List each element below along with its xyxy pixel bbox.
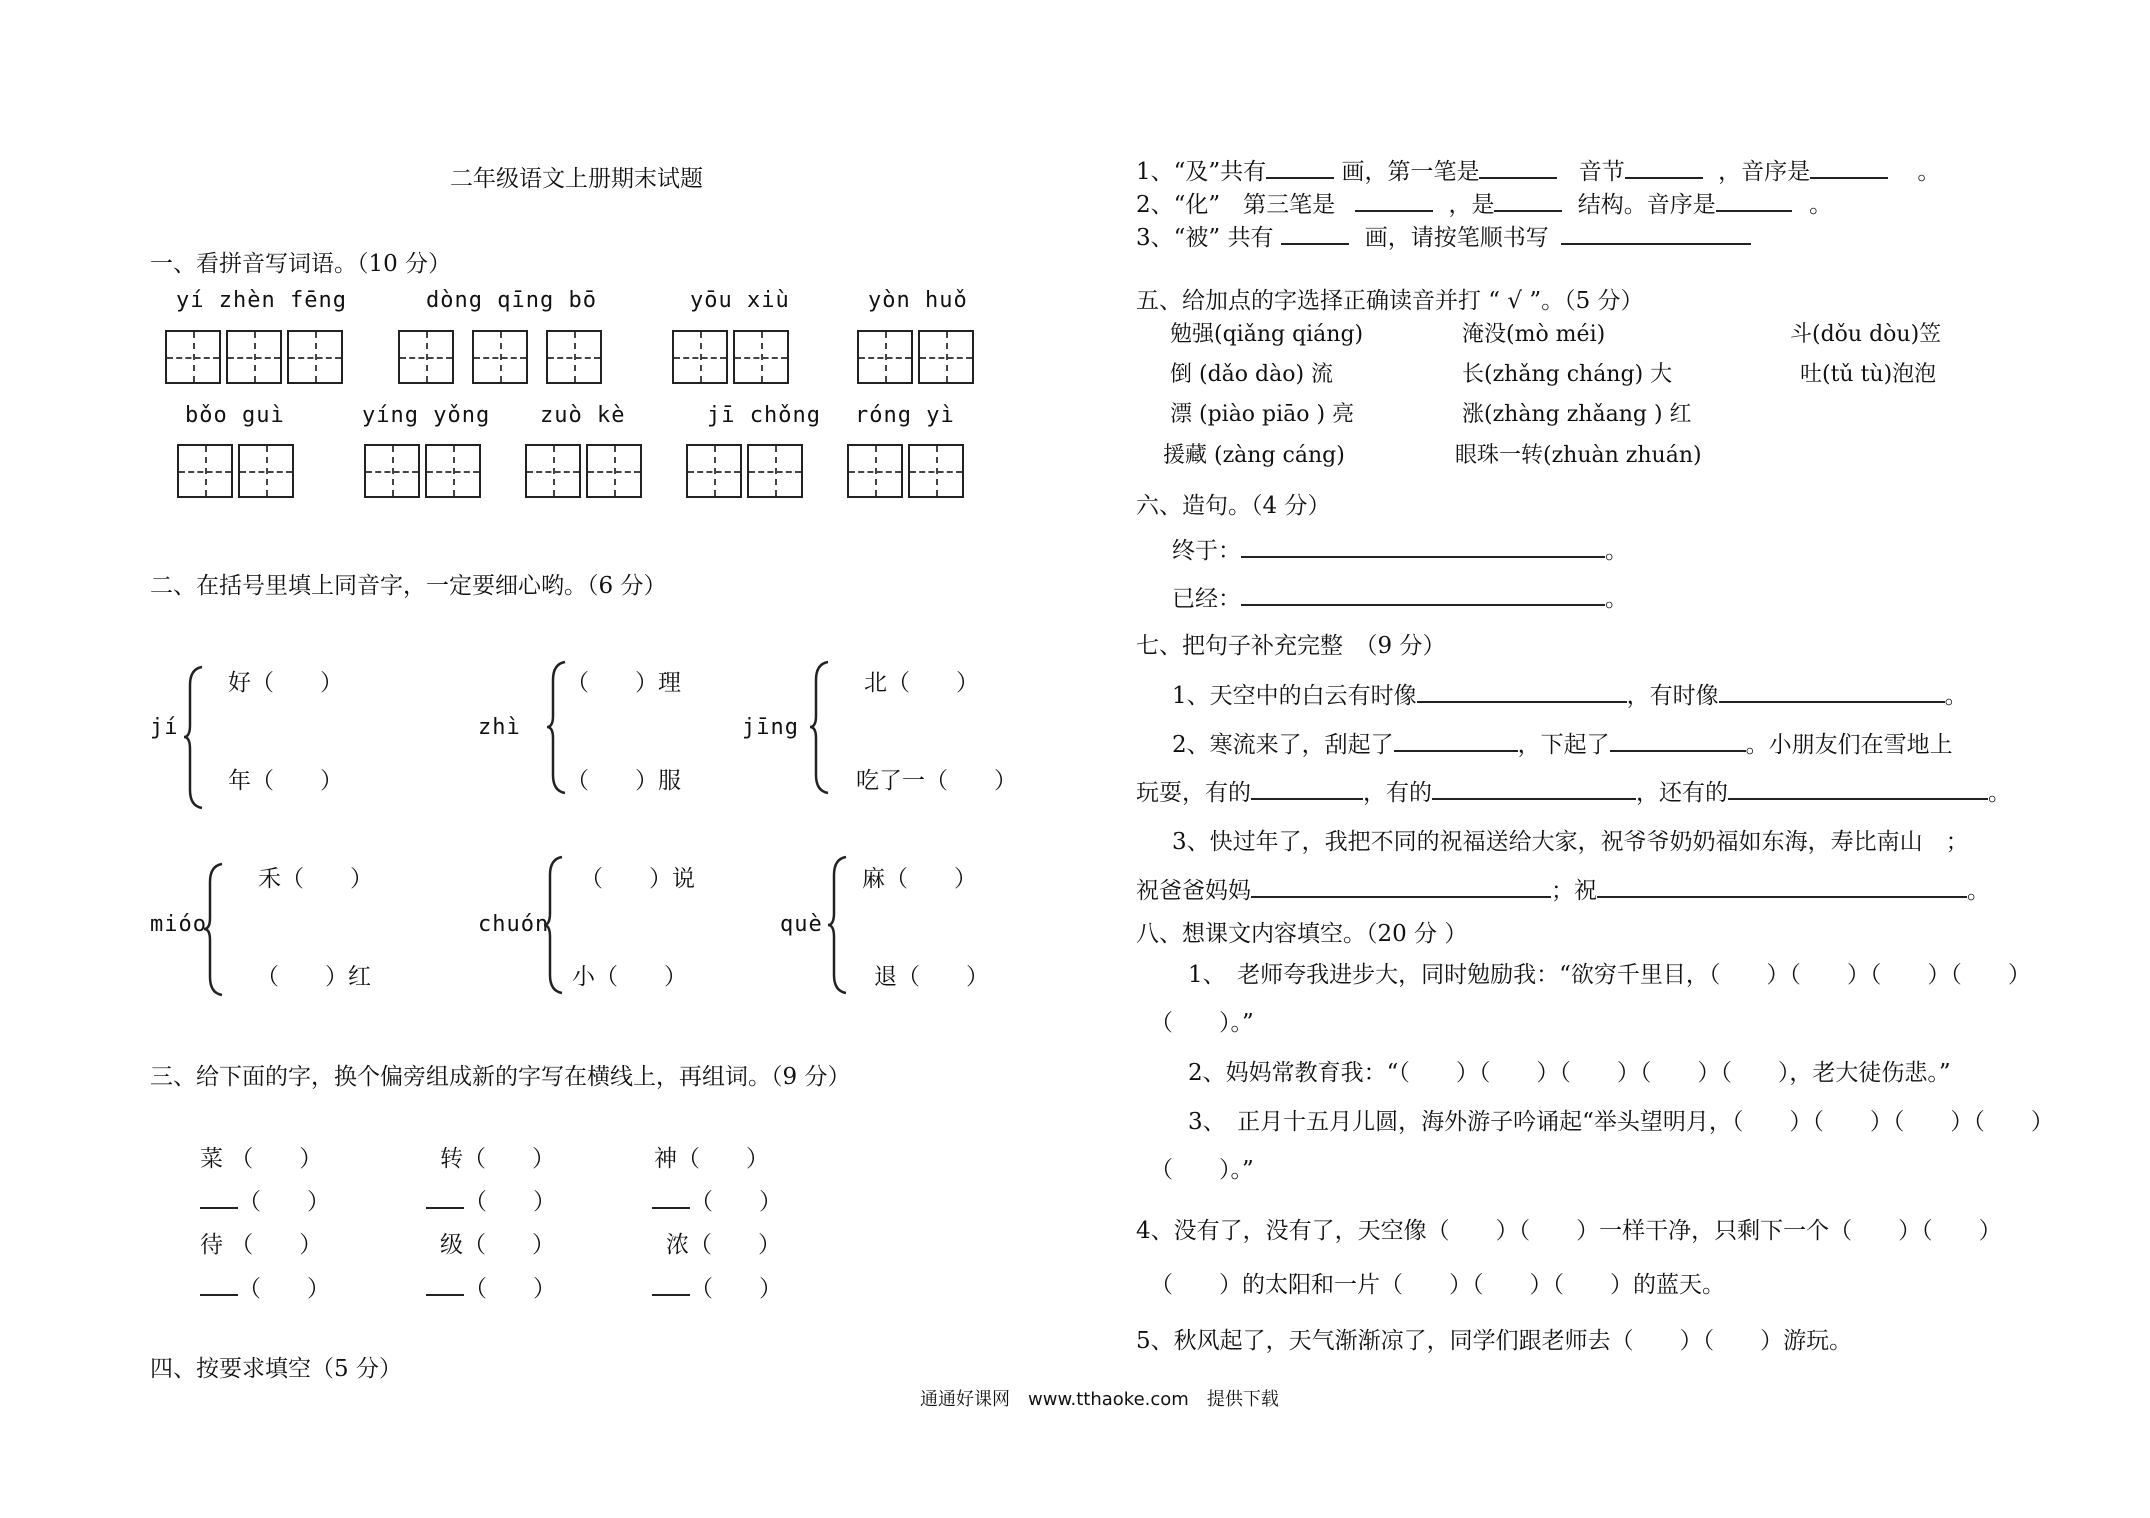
blank-item: （ ） bbox=[200, 1183, 330, 1216]
writing-box[interactable] bbox=[733, 330, 789, 384]
group-bottom: （ ）红 bbox=[256, 964, 371, 990]
blank-item: （ ） bbox=[200, 1270, 330, 1303]
writing-box[interactable] bbox=[747, 444, 803, 498]
writing-box[interactable] bbox=[546, 330, 602, 384]
answer-line[interactable] bbox=[1719, 679, 1945, 703]
group-bottom: 吃了一（ ） bbox=[856, 768, 1017, 794]
reading-item: 援藏 (zàng cáng) bbox=[1163, 443, 1345, 468]
complete-3b: 祝爸爸妈妈 ；祝 。 bbox=[1136, 872, 1990, 905]
reading-item: 漂 (piào piāo ) 亮 bbox=[1170, 402, 1355, 427]
answer-line[interactable] bbox=[652, 1272, 690, 1296]
group-bottom: 退（ ） bbox=[874, 964, 989, 990]
answer-line[interactable] bbox=[1716, 188, 1792, 212]
writing-box[interactable] bbox=[672, 330, 728, 384]
reading-item: 吐(tǔ tù)泡泡 bbox=[1800, 362, 1937, 387]
recall-1b: （ ）。” bbox=[1150, 1010, 1254, 1036]
reading-item: 长(zhǎng cháng) 大 bbox=[1462, 362, 1673, 387]
writing-box[interactable] bbox=[177, 444, 233, 498]
writing-box[interactable] bbox=[847, 444, 903, 498]
char-item: 菜 （ ） bbox=[200, 1146, 323, 1172]
brace-icon bbox=[182, 665, 206, 810]
writing-box[interactable] bbox=[918, 330, 974, 384]
reading-item: 勉强(qiǎng qiáng) bbox=[1170, 322, 1364, 347]
section-2-heading: 二、在括号里填上同音字，一定要细心哟。（6 分） bbox=[150, 573, 667, 599]
question-4-3: 3、“被” 共有 画，请按笔顺书写 bbox=[1136, 219, 1751, 252]
reading-item: 涨(zhàng zhǎang ) 红 bbox=[1462, 402, 1692, 427]
group-pinyin: mióo bbox=[150, 912, 207, 937]
section-6-heading: 六、造句。（4 分） bbox=[1136, 493, 1331, 519]
group-bottom: （ ）服 bbox=[566, 768, 681, 794]
writing-box[interactable] bbox=[908, 444, 964, 498]
group-top: 禾（ ） bbox=[258, 866, 373, 892]
sentence-2: 已经： 。 bbox=[1172, 580, 1628, 613]
answer-line[interactable] bbox=[200, 1272, 238, 1296]
section-7-heading: 七、把句子补充完整 （9 分） bbox=[1136, 633, 1446, 659]
section-1-heading: 一、看拼音写词语。（10 分） bbox=[150, 251, 452, 277]
group-top: （ ）说 bbox=[580, 866, 695, 892]
writing-box[interactable] bbox=[857, 330, 913, 384]
writing-box[interactable] bbox=[586, 444, 642, 498]
complete-2: 2、寒流来了，刮起了 ，下起了 。小朋友们在雪地上 bbox=[1172, 726, 1953, 759]
char-item: 待 （ ） bbox=[200, 1232, 323, 1258]
question-4-1: 1、“及”共有 画，第一笔是 音节 ，音序是 。 bbox=[1136, 153, 1940, 186]
group-top: （ ）理 bbox=[566, 670, 681, 696]
writing-box[interactable] bbox=[364, 444, 420, 498]
recall-1: 1、 老师夸我进步大，同时勉励我：“欲穷千里目，（ ）（ ）（ ）（ ） bbox=[1188, 962, 2031, 988]
answer-line[interactable] bbox=[1494, 188, 1562, 212]
group-top: 好（ ） bbox=[228, 670, 343, 696]
writing-box[interactable] bbox=[686, 444, 742, 498]
brace-icon bbox=[202, 862, 226, 997]
char-item: 浓（ ） bbox=[666, 1232, 781, 1258]
blank-item: （ ） bbox=[426, 1183, 556, 1216]
recall-2: 2、妈妈常教育我：“（ ）（ ）（ ）（ ）（ ），老大徒伤悲。” bbox=[1188, 1060, 1951, 1086]
answer-line[interactable] bbox=[1479, 155, 1557, 179]
answer-line[interactable] bbox=[1561, 221, 1751, 245]
complete-1: 1、天空中的白云有时像 ，有时像 。 bbox=[1172, 677, 1968, 710]
writing-box[interactable] bbox=[287, 330, 343, 384]
answer-line[interactable] bbox=[200, 1185, 238, 1209]
pinyin-2-3: zuò kè bbox=[540, 403, 626, 428]
section-5-heading: 五、给加点的字选择正确读音并打 “ √ ”。（5 分） bbox=[1136, 288, 1644, 314]
answer-line[interactable] bbox=[1625, 155, 1703, 179]
writing-box[interactable] bbox=[165, 330, 221, 384]
pinyin-1-3: yōu xiù bbox=[690, 288, 790, 313]
group-pinyin: zhì bbox=[478, 715, 521, 740]
section-4-heading: 四、按要求填空（5 分） bbox=[150, 1356, 402, 1382]
pinyin-2-2: yíng yǒng bbox=[362, 403, 491, 428]
answer-line[interactable] bbox=[1355, 188, 1433, 212]
brace-icon bbox=[542, 855, 566, 995]
sentence-1: 终于： 。 bbox=[1172, 532, 1628, 565]
group-bottom: 年（ ） bbox=[228, 768, 343, 794]
writing-box[interactable] bbox=[525, 444, 581, 498]
group-top: 麻（ ） bbox=[862, 866, 977, 892]
recall-5: 5、秋风起了，天气渐渐凉了，同学们跟老师去（ ）（ ）游玩。 bbox=[1136, 1328, 1853, 1354]
char-item: 转（ ） bbox=[440, 1146, 555, 1172]
writing-box[interactable] bbox=[472, 330, 528, 384]
char-item: 神（ ） bbox=[654, 1146, 769, 1172]
pinyin-1-1: yí zhèn fēng bbox=[176, 288, 347, 313]
writing-box[interactable] bbox=[398, 330, 454, 384]
blank-item: （ ） bbox=[426, 1270, 556, 1303]
answer-line[interactable] bbox=[426, 1185, 464, 1209]
footer-credit: 通通好课网 www.tthaoke.com 提供下载 bbox=[920, 1389, 1279, 1410]
answer-line[interactable] bbox=[1251, 874, 1551, 898]
brace-icon bbox=[826, 855, 850, 995]
reading-item: 倒 (dǎo dào) 流 bbox=[1170, 362, 1334, 387]
reading-item: 眼珠一转(zhuàn zhuán) bbox=[1455, 443, 1702, 468]
reading-item: 斗(dǒu dòu)笠 bbox=[1790, 322, 1942, 347]
answer-line[interactable] bbox=[1417, 679, 1627, 703]
pinyin-2-5: róng yì bbox=[855, 403, 955, 428]
answer-line[interactable] bbox=[1266, 155, 1334, 179]
answer-line[interactable] bbox=[1610, 728, 1746, 752]
answer-line[interactable] bbox=[1394, 728, 1518, 752]
answer-line[interactable] bbox=[1597, 874, 1967, 898]
group-pinyin: jīng bbox=[742, 715, 799, 740]
pinyin-1-2: dòng qīng bō bbox=[426, 288, 597, 313]
answer-line[interactable] bbox=[1251, 776, 1363, 800]
answer-line[interactable] bbox=[1241, 582, 1605, 606]
recall-3b: （ ）。” bbox=[1150, 1157, 1254, 1183]
char-item: 级（ ） bbox=[440, 1232, 555, 1258]
blank-item: （ ） bbox=[652, 1270, 782, 1303]
recall-4: 4、没有了，没有了，天空像（ ）（ ）一样干净，只剩下一个（ ）（ ） bbox=[1136, 1218, 2002, 1244]
answer-line[interactable] bbox=[1281, 221, 1349, 245]
writing-box[interactable] bbox=[238, 444, 294, 498]
group-pinyin: jí bbox=[150, 715, 179, 740]
complete-2b: 玩耍，有的 ，有的 ，还有的 。 bbox=[1136, 774, 2011, 807]
answer-line[interactable] bbox=[1241, 534, 1605, 558]
answer-line[interactable] bbox=[1432, 776, 1636, 800]
recall-3: 3、 正月十五月儿圆，海外游子吟诵起“举头望明月，（ ）（ ）（ ）（ ） bbox=[1188, 1109, 2054, 1135]
answer-line[interactable] bbox=[426, 1272, 464, 1296]
complete-3: 3、快过年了，我把不同的祝福送给大家，祝爷爷奶奶福如东海，寿比南山 ； bbox=[1172, 829, 1969, 855]
blank-item: （ ） bbox=[652, 1183, 782, 1216]
pinyin-2-4: jī chǒng bbox=[707, 403, 821, 428]
group-bottom: 小（ ） bbox=[572, 964, 687, 990]
page-title: 二年级语文上册期末试题 bbox=[450, 166, 703, 192]
group-pinyin: chuón bbox=[478, 912, 550, 937]
writing-box[interactable] bbox=[226, 330, 282, 384]
section-3-heading: 三、给下面的字，换个偏旁组成新的字写在横线上，再组词。（9 分） bbox=[150, 1064, 851, 1090]
reading-item: 淹没(mò méi) bbox=[1462, 322, 1606, 347]
section-8-heading: 八、想课文内容填空。（20 分 ） bbox=[1136, 921, 1468, 947]
pinyin-1-4: yòn huǒ bbox=[868, 288, 968, 313]
answer-line[interactable] bbox=[652, 1185, 690, 1209]
brace-icon bbox=[808, 660, 832, 795]
group-pinyin: què bbox=[780, 912, 823, 937]
recall-4b: （ ）的太阳和一片（ ）（ ）（ ）的蓝天。 bbox=[1150, 1272, 1725, 1298]
question-4-2: 2、“化” 第三笔是 ，是 结构。音序是 。 bbox=[1136, 186, 1832, 219]
pinyin-2-1: bǒo guì bbox=[185, 403, 285, 428]
answer-line[interactable] bbox=[1728, 776, 1988, 800]
answer-line[interactable] bbox=[1810, 155, 1888, 179]
group-top: 北（ ） bbox=[864, 670, 979, 696]
writing-box[interactable] bbox=[425, 444, 481, 498]
